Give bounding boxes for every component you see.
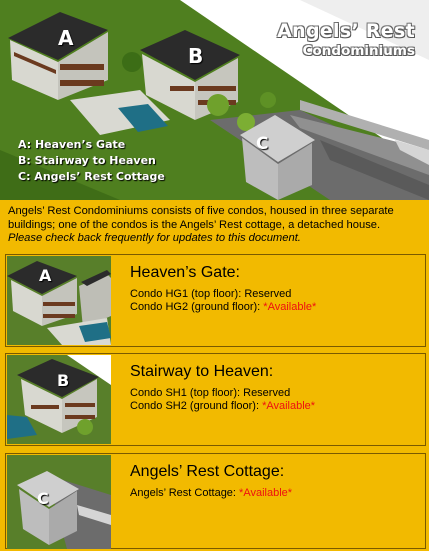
building-card-cottage[interactable] [5, 453, 426, 549]
cottage-thumbnail[interactable] [7, 455, 111, 549]
cottage-status: *Available* [239, 487, 293, 499]
condo-sh1-row [130, 387, 315, 400]
hero-title [277, 20, 415, 59]
stairway-thumbnail-image [7, 355, 111, 444]
legend-item-a: A: Heaven’s Gate [18, 138, 126, 151]
heavens-gate-thumbnail-image [7, 256, 111, 345]
condo-hg2-label: Condo HG2 (ground floor): [130, 301, 261, 313]
building-b-label: B [188, 44, 204, 68]
hero-banner [0, 0, 429, 200]
heavens-gate-letter: A [39, 266, 52, 285]
building-card-stairway-to-heaven[interactable] [5, 353, 426, 446]
cottage-label: Angels’ Rest Cottage: [130, 487, 236, 499]
cottage-title: Angels’ Rest Cottage: [130, 463, 285, 480]
condo-hg1-label: Condo HG1 (top floor): [130, 288, 242, 300]
heavens-gate-info [130, 264, 316, 314]
cottage-info [130, 463, 292, 500]
condo-hg2-row [130, 301, 316, 314]
condo-hg2-status: *Available* [263, 301, 317, 313]
hero-title-line2: Condominiums [302, 43, 415, 59]
stairway-letter: B [57, 371, 70, 390]
building-a-label: A [58, 26, 74, 50]
condo-sh2-row [130, 400, 315, 413]
heavens-gate-thumbnail[interactable] [7, 256, 111, 345]
condo-sh2-status: *Available* [262, 400, 316, 412]
stairway-info [130, 363, 315, 413]
condo-sh2-label: Condo SH2 (ground floor): [130, 400, 260, 412]
cottage-row [130, 487, 292, 500]
cottage-thumbnail-image [7, 455, 111, 549]
stairway-title: Stairway to Heaven: [130, 363, 274, 380]
condo-hg1-status: Reserved [244, 288, 292, 300]
intro-text [8, 205, 423, 246]
stairway-thumbnail[interactable] [7, 355, 111, 444]
heavens-gate-title: Heaven’s Gate: [130, 264, 240, 281]
condo-sh1-label: Condo SH1 (top floor): [130, 387, 241, 399]
cottage-letter: C [37, 489, 49, 508]
building-card-heavens-gate[interactable] [5, 254, 426, 347]
condo-sh1-status: Reserved [243, 387, 291, 399]
condo-hg1-row [130, 288, 316, 301]
hero-title-line1: Angels’ Rest [277, 20, 415, 42]
intro-paragraph: Angels’ Rest Condominiums consists of five condos, housed in three separate buildings; one of the condos is the Angels’ Rest cottage, a detached house. [8, 205, 394, 231]
legend-item-b: B: Stairway to Heaven [18, 154, 156, 167]
legend-item-c: C: Angels’ Rest Cottage [18, 170, 165, 183]
building-legend [18, 137, 165, 185]
intro-note: Please check back frequently for updates to this document. [8, 232, 301, 245]
building-c-label: C [256, 134, 269, 154]
